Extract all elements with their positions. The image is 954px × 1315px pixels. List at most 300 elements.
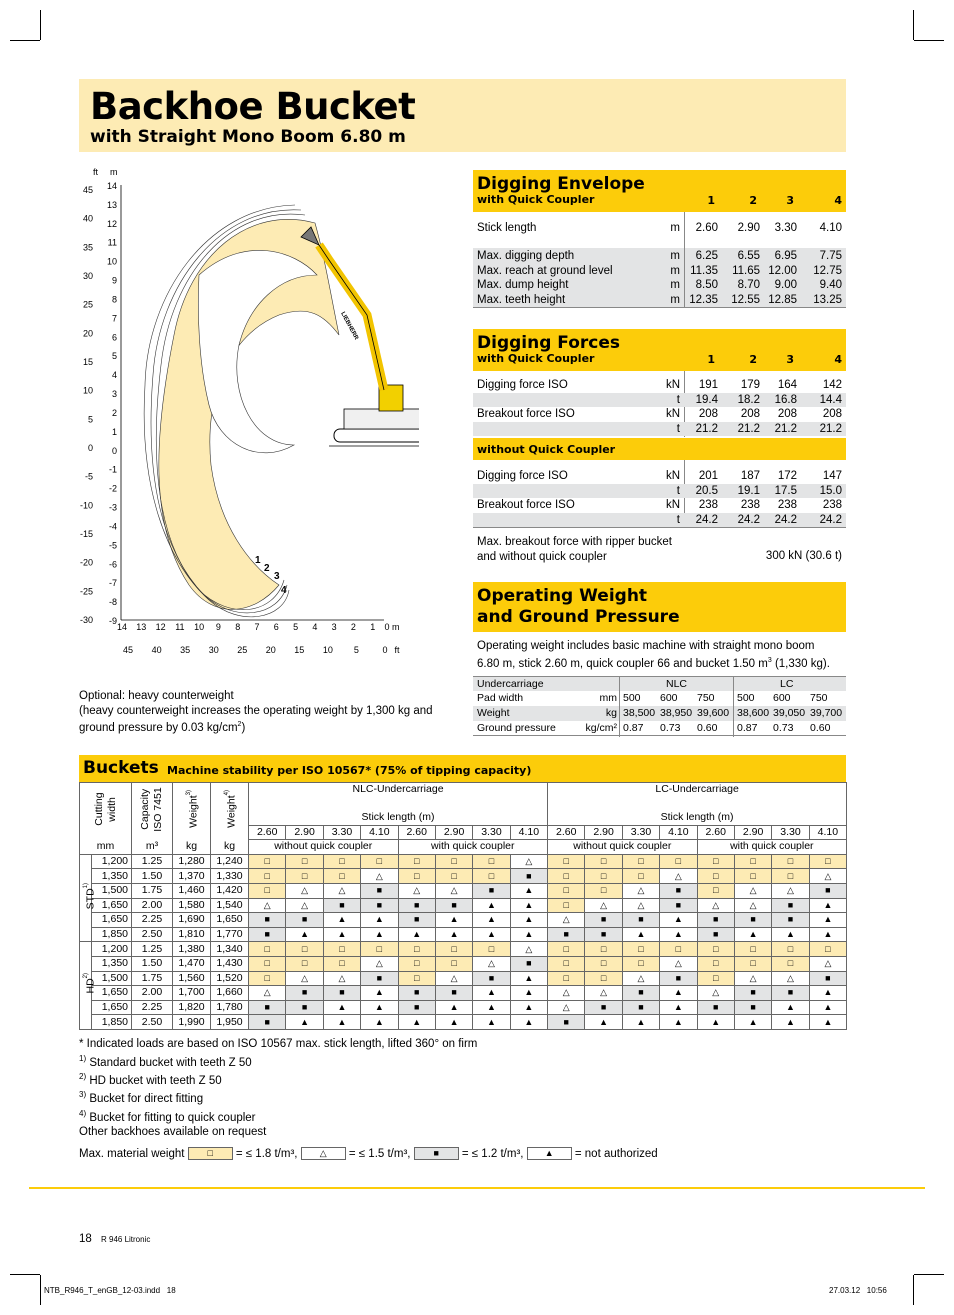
stick-length-col: 2.90 [435,825,472,840]
bottom-m-tick-label: 11 [175,622,185,632]
stability-symbol: ▲ [323,1000,360,1015]
ft-tick-label: -15 [79,529,93,539]
stability-symbol: ■ [361,971,398,986]
stick-length-col: 4.10 [510,825,547,840]
legend-triangle-icon: △ [301,1147,346,1160]
stability-symbol: □ [435,942,472,957]
stability-symbol: ▲ [473,986,510,1001]
stability-symbol: ■ [510,956,547,971]
bucket-value: 2.25 [132,1000,173,1015]
stability-symbol: ■ [435,898,472,913]
stability-symbol: □ [548,956,585,971]
stability-symbol: □ [249,956,286,971]
digging-envelope-title: Digging Envelope [477,174,645,194]
envelope-row: Max. dump height m 8.50 8.70 9.00 9.40 [477,279,842,291]
stability-symbol: ▲ [361,1000,398,1015]
stability-symbol: △ [286,971,323,986]
unit-kg: kg [211,840,249,855]
legend-filled-triangle-icon: ▲ [527,1147,572,1160]
stability-symbol: ▲ [660,1000,697,1015]
bucket-value: 2.50 [132,1015,173,1030]
stability-symbol: □ [398,869,435,884]
force-row: t 24.2 24.2 24.2 24.2 [473,513,846,528]
bottom-ft-tick-label: 10 [322,645,333,655]
m-tick-label: 7 [111,313,117,324]
bucket-value: 1,650 [211,913,249,928]
stick-length-col: 2.90 [286,825,323,840]
stability-symbol: △ [323,971,360,986]
curve-label-1: 1 [255,555,261,566]
bottom-ft-tick-label: 15 [294,645,305,655]
bucket-value: 1,820 [173,1000,211,1015]
bottom-ft-tick-label: 35 [180,645,191,655]
stability-symbol: ▲ [734,1015,771,1030]
bucket-row [80,854,847,869]
stick-length-col: 4.10 [361,825,398,840]
stability-symbol: □ [323,942,360,957]
bucket-value: 1.25 [132,942,173,957]
bottom-m-tick-label: 0 m [384,622,400,632]
stability-symbol: △ [622,883,659,898]
file-slug: NTB_R946_T_enGB_12-03.indd 18 [44,1286,176,1295]
m-tick-label: 2 [111,408,117,418]
optional-note-line: Optional: heavy counterweight [79,690,234,702]
stability-symbol: ▲ [660,986,697,1001]
bucket-value: 1,990 [173,1015,211,1030]
m-tick-label: -5 [108,540,117,551]
stability-symbol: □ [361,854,398,869]
stability-symbol: ■ [734,986,771,1001]
ft-tick-label: 5 [87,414,93,425]
stability-symbol: ■ [809,883,846,898]
ft-tick-label: 40 [82,213,93,224]
stability-symbol: ▲ [585,1015,622,1030]
stability-symbol: ■ [548,1015,585,1030]
bottom-m-tick-label: 5 [293,622,299,632]
stability-symbol: □ [398,854,435,869]
stability-symbol: △ [548,986,585,1001]
stick-length-head-lc: Stick length (m) [548,811,847,826]
stability-symbol: ▲ [510,883,547,898]
stability-symbol: ▲ [809,1015,846,1030]
stability-symbol: △ [809,956,846,971]
material-legend: Max. material weight □ = ≤ 1.8 t/m³, △ = ≤ 1.5 t/m³, ■ = ≤ 1.2 t/m³, ▲ = not authorized [79,1147,658,1160]
stability-symbol: ▲ [510,1015,547,1030]
stability-symbol: □ [435,869,472,884]
force-row: Digging force ISO kN 201 187 172 147 [477,470,842,482]
crop-mark [914,1274,944,1275]
bucket-value: 1,200 [92,854,132,869]
page-title: Backhoe Bucket [90,85,416,128]
m-tick-label: 4 [111,370,117,381]
m-tick-label: 6 [111,332,117,343]
weight3-head: Weight$^{3)}$ [173,783,211,840]
stick-length-head-nlc: Stick length (m) [249,811,548,826]
bottom-m-tick-label: 6 [273,622,279,632]
lc-head: LC-Undercarriage [548,783,847,811]
track-shape [334,429,419,442]
stick-length-col: 3.30 [473,825,510,840]
stability-symbol: △ [361,956,398,971]
ow-row: Weight kg 38,500 38,950 39,600 38,600 39,050 39,700 [473,706,846,721]
stability-symbol: ■ [622,986,659,1001]
footnote: $^{1)}$ Standard bucket with teeth Z 50 [79,1053,252,1069]
footnote: $^{2)}$ HD bucket with teeth Z 50 [79,1072,222,1087]
stick-length-col: 2.60 [249,825,286,840]
bucket-row [80,971,847,986]
stability-symbol: □ [660,942,697,957]
stability-symbol: ■ [361,898,398,913]
stability-symbol: △ [510,854,547,869]
bucket-group-label: STD$^{1)}$ [80,854,92,942]
stability-symbol: □ [323,956,360,971]
stability-symbol: □ [398,971,435,986]
bottom-ft-tick-label: 0 [382,645,388,655]
bucket-value: 1,780 [211,1000,249,1015]
stability-symbol: ■ [660,971,697,986]
stability-symbol: ■ [734,913,771,928]
stability-symbol: ▲ [435,927,472,942]
stability-symbol: △ [323,883,360,898]
stability-symbol: △ [548,913,585,928]
stability-symbol: □ [697,854,734,869]
bucket-value: 1,650 [92,898,132,913]
stability-symbol: ▲ [809,927,846,942]
stability-symbol: △ [734,971,771,986]
m-tick-label: -7 [108,578,117,589]
bucket-value: 1.50 [132,956,173,971]
stability-symbol: ▲ [734,927,771,942]
stability-symbol: □ [249,942,286,957]
crop-mark [10,40,40,41]
stability-symbol: ■ [697,927,734,942]
force-row: Breakout force ISO kN 208 208 208 208 [477,408,842,420]
bottom-m-tick-labels [117,622,400,632]
stability-symbol: ▲ [435,1015,472,1030]
stability-symbol: ▲ [510,898,547,913]
bottom-m-tick-label: 13 [136,622,147,632]
bottom-m-tick-label: 10 [194,622,205,632]
bottom-ft-tick-label: 25 [237,645,248,655]
bucket-row [80,956,847,971]
stability-symbol: ■ [286,986,323,1001]
envelope-row: Max. reach at ground level m 11.35 11.65 12.00 12.75 [477,264,842,277]
stability-symbol: ■ [548,927,585,942]
stability-symbol: □ [585,942,622,957]
digging-envelope-header: Digging Envelope with Quick Coupler 1 2 3 4 [473,170,846,212]
digging-forces-subtitle: with Quick Coupler [477,352,595,365]
stability-symbol: □ [548,971,585,986]
bucket-value: 2.25 [132,913,173,928]
ow-head-row: Undercarriage NLC LC [473,676,846,691]
stability-symbol: ■ [398,913,435,928]
m-tick-label: -9 [108,616,117,626]
stability-symbol: ▲ [473,1000,510,1015]
stability-symbol: ▲ [473,1015,510,1030]
stability-symbol: □ [473,854,510,869]
stability-symbol: △ [398,883,435,898]
bucket-value: 1,470 [173,956,211,971]
bucket-value: 1,330 [211,869,249,884]
stability-symbol: □ [323,854,360,869]
stability-symbol: ■ [772,898,809,913]
stability-symbol: ■ [585,927,622,942]
stability-symbol: △ [361,869,398,884]
footnote-star: * Indicated loads are based on ISO 10567 max. stick length, lifted 360° on firm [79,1038,478,1050]
without-qc-head: without quick coupler [548,840,698,855]
stability-symbol: □ [697,883,734,898]
m-tick-label: 1 [111,426,117,437]
stability-symbol: ▲ [361,927,398,942]
stability-symbol: △ [286,898,323,913]
stability-symbol: ▲ [809,986,846,1001]
bucket-row [80,986,847,1001]
bucket-value: 1,700 [173,986,211,1001]
stability-symbol: ■ [398,986,435,1001]
stability-symbol: ■ [697,1000,734,1015]
bucket-value: 1.75 [132,971,173,986]
working-range-diagram [79,165,419,660]
stability-symbol: ▲ [622,1015,659,1030]
stability-symbol: ■ [585,913,622,928]
stability-symbol: ▲ [323,927,360,942]
m-tick-label: 14 [106,181,117,191]
bottom-ft-tick-label: 30 [208,645,219,655]
buckets-title: Buckets [83,758,159,778]
without-qc-label: without Quick Coupler [477,443,616,456]
ft-tick-label: -20 [79,557,93,568]
bottom-ft-tick-label: 45 [122,645,134,655]
stability-symbol: △ [249,898,286,913]
stability-symbol: △ [249,986,286,1001]
stability-symbol: ■ [323,986,360,1001]
stability-symbol: □ [473,869,510,884]
stability-symbol: □ [435,854,472,869]
with-qc-head: with quick coupler [697,840,847,855]
stick-length-col: 3.30 [323,825,360,840]
buckets-table [79,782,847,1030]
bucket-value: 1,850 [92,1015,132,1030]
curve-label-4: 4 [281,585,287,596]
operating-weight-title: Operating Weight [477,586,648,606]
stability-symbol: ■ [249,927,286,942]
crop-mark [914,40,944,41]
stability-symbol: ▲ [510,927,547,942]
stability-symbol: △ [473,956,510,971]
stability-symbol: □ [361,942,398,957]
crop-mark [913,10,914,40]
bucket-value: 1,420 [211,883,249,898]
bucket-value: 1,460 [173,883,211,898]
stability-symbol: △ [660,869,697,884]
m-tick-label: 11 [107,237,117,248]
bottom-m-tick-label: 3 [331,622,337,632]
stick-length-col: 2.60 [398,825,435,840]
stability-symbol: ■ [585,1000,622,1015]
stability-symbol: ■ [622,1000,659,1015]
bottom-m-tick-label: 8 [235,622,241,632]
stability-symbol: □ [286,942,323,957]
title-band [79,79,846,152]
print-timestamp: 27.03.12 10:56 [829,1286,887,1295]
nlc-head: NLC-Undercarriage [249,783,548,811]
stability-symbol: ■ [510,869,547,884]
stability-symbol: △ [660,956,697,971]
stability-symbol: ▲ [361,913,398,928]
stability-symbol: □ [249,869,286,884]
curve-label-2: 2 [264,563,270,574]
stability-symbol: □ [772,956,809,971]
bucket-value: 1,500 [92,971,132,986]
stability-symbol: △ [585,986,622,1001]
bucket-value: 1,350 [92,869,132,884]
footer-rule [29,1187,925,1189]
stability-symbol: ▲ [510,971,547,986]
stability-symbol: ■ [697,913,734,928]
bucket-value: 1,660 [211,986,249,1001]
stability-symbol: ▲ [323,913,360,928]
stability-symbol: ▲ [622,927,659,942]
bucket-row [80,883,847,898]
crop-mark [10,1274,40,1275]
m-tick-label: -8 [108,597,117,608]
stability-symbol: △ [622,971,659,986]
bottom-m-tick-label: 1 [370,622,376,632]
stability-symbol: △ [510,942,547,957]
bottom-m-tick-label: 12 [155,622,166,632]
bucket-value: 1,340 [211,942,249,957]
bucket-row [80,942,847,957]
buckets-subtitle: Machine stability per ISO 10567* (75% of tipping capacity) [167,764,532,777]
stability-symbol: ▲ [772,927,809,942]
stability-symbol: ▲ [772,1015,809,1030]
stability-symbol: ▲ [660,913,697,928]
bucket-value: 1,430 [211,956,249,971]
page-number: 18 [79,1233,92,1245]
stability-symbol: ■ [361,883,398,898]
stability-symbol: ■ [398,898,435,913]
stability-symbol: ▲ [435,1000,472,1015]
stability-symbol: □ [734,956,771,971]
bucket-value: 1,240 [211,854,249,869]
stability-symbol: □ [734,854,771,869]
stability-symbol: ▲ [697,1015,734,1030]
m-tick-label: 8 [111,294,117,305]
ft-tick-labels [80,185,93,625]
stability-symbol: ▲ [361,986,398,1001]
stability-symbol: ■ [249,1015,286,1030]
stability-symbol: ■ [249,913,286,928]
bucket-value: 1.50 [132,869,173,884]
ft-tick-label: -25 [79,586,93,597]
bucket-row [80,913,847,928]
stability-symbol: □ [435,956,472,971]
stability-symbol: □ [398,956,435,971]
stability-symbol: □ [548,854,585,869]
m-tick-label: 10 [106,256,117,267]
stability-symbol: □ [585,883,622,898]
model-name: R 946 Litronic [101,1235,151,1244]
m-tick-label: 13 [106,199,117,210]
bottom-m-tick-label: 4 [312,622,318,632]
m-tick-label: -6 [108,559,117,570]
unit-kg: kg [173,840,211,855]
stability-symbol: ▲ [772,1000,809,1015]
ft-axis-label: ft [93,167,99,177]
ft-tick-label: 45 [82,185,93,195]
stability-symbol: ■ [772,986,809,1001]
bucket-row [80,898,847,913]
stability-symbol: □ [734,942,771,957]
stability-symbol: ▲ [510,1000,547,1015]
stability-symbol: △ [286,883,323,898]
stability-symbol: △ [697,986,734,1001]
stability-symbol: □ [622,869,659,884]
stability-symbol: ■ [772,913,809,928]
stability-symbol: □ [585,971,622,986]
crop-mark [40,10,41,40]
stability-symbol: □ [697,971,734,986]
stick-length-col: 4.10 [660,825,697,840]
cutting-width-head: Cutting width [80,783,132,840]
bucket-row [80,927,847,942]
stability-symbol: ▲ [435,913,472,928]
m-axis-label: m [110,167,118,177]
stability-symbol: △ [772,883,809,898]
bucket-value: 1,500 [92,883,132,898]
stability-symbol: □ [622,956,659,971]
ripper-value: 300 kN (30.6 t) [765,550,842,562]
operating-weight-desc: Operating weight includes basic machine with straight mono boom 6.80 m, stick 2.60 m, quick coupler 66 and bucket 1.50 $m^3$ (1,330 kg). [477,640,830,670]
stability-symbol: □ [548,869,585,884]
ft-tick-label: 0 [87,443,93,453]
bucket-value: 1,370 [173,869,211,884]
bottom-ft-tick-label: 20 [265,645,276,655]
stability-symbol: □ [249,971,286,986]
stability-symbol: △ [809,869,846,884]
bucket-value: 2.00 [132,898,173,913]
m-tick-label: 12 [106,218,117,229]
stability-symbol: □ [286,854,323,869]
stability-symbol: ▲ [660,1015,697,1030]
ow-row: Pad width mm 500 600 750 500 600 750 [477,692,828,704]
m-tick-label: 9 [111,275,117,286]
stability-symbol: △ [772,971,809,986]
without-qc-head: without quick coupler [249,840,399,855]
stability-symbol: ■ [323,898,360,913]
stability-symbol: □ [548,898,585,913]
ft-tick-label: 15 [82,357,93,367]
bucket-row [80,869,847,884]
stability-symbol: ▲ [473,927,510,942]
stick-length-col: 3.30 [772,825,809,840]
operating-weight-header [473,582,846,632]
bucket-value: 1,380 [173,942,211,957]
stability-symbol: □ [622,942,659,957]
stability-symbol: □ [697,956,734,971]
optional-note [79,689,433,736]
bucket-value: 1,280 [173,854,211,869]
ripper-note: Max. breakout force with ripper bucket and without quick coupler [477,536,672,563]
ft-tick-label: 25 [82,299,93,310]
stability-symbol: ■ [473,883,510,898]
ft-tick-label: 20 [82,328,93,339]
stability-symbol: □ [323,869,360,884]
stability-symbol: ■ [622,913,659,928]
weight4-head: Weight$^{4)}$ [211,783,249,840]
stability-symbol: □ [772,942,809,957]
crop-mark [40,1275,41,1305]
